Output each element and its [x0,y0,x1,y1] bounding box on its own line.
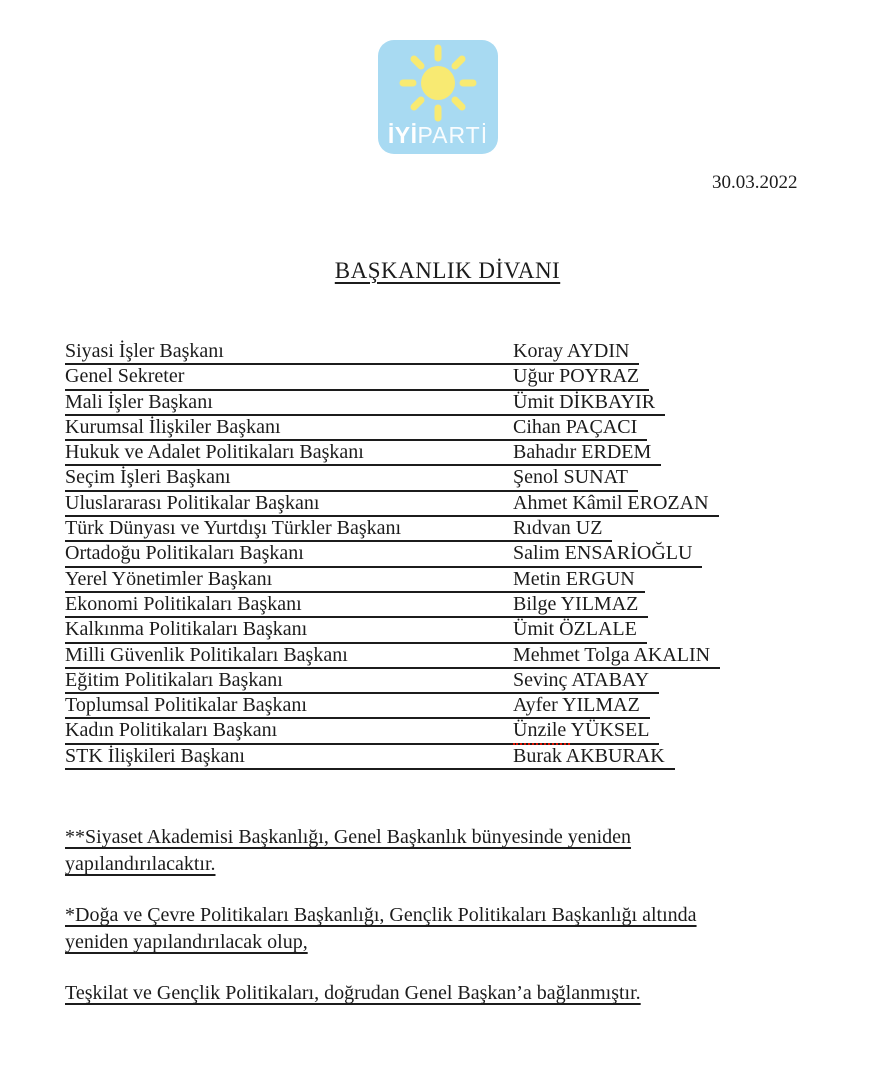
member-name: Rıdvan UZ [513,517,603,540]
member-name: Cihan PAÇACI [513,415,638,438]
position-title: Milli Güvenlik Politikaları Başkanı [65,643,348,666]
table-row [65,492,719,517]
position-title: STK İlişkileri Başkanı [65,744,245,767]
position-title: Mali İşler Başkanı [65,390,213,413]
member-name: Uğur POYRAZ [513,365,640,388]
footnote-line: **Siyaset Akademisi Başkanlığı, Genel Başkanlık bünyesinde yeniden [65,826,632,848]
table-row [65,719,659,744]
footnote-line: Teşkilat ve Gençlik Politikaları, doğrudan Genel Başkan’a bağlanmıştır. [65,982,641,1004]
member-name: Ünzile YÜKSEL [513,719,650,742]
position-title: Eğitim Politikaları Başkanı [65,668,283,691]
position-title: Uluslararası Politikalar Başkanı [65,491,320,514]
document-title: BAŞKANLIK DİVANI [334,258,561,283]
table-row [65,568,645,593]
footnote-teskilat-genclik [65,980,641,1007]
table-row [65,669,659,694]
member-name: Burak AKBURAK [513,744,665,767]
table-row [65,466,638,491]
table-row [65,365,649,390]
table-row [65,416,647,441]
position-title: Genel Sekreter [65,365,185,388]
position-title: Seçim İşleri Başkanı [65,466,231,489]
logo-text-iyi: İYİ [387,122,418,148]
member-name: Bilge YILMAZ [513,592,639,615]
logo-wordmark [378,124,498,147]
document-date: 30.03.2022 [712,172,798,193]
member-name: Bahadır ERDEM [513,441,652,464]
member-name: Metin ERGUN [513,567,635,590]
position-title: Yerel Yönetimler Başkanı [65,567,273,590]
table-row [65,694,650,719]
table-row [65,593,648,618]
member-name: Sevinç ATABAY [513,668,650,691]
table-row [65,391,665,416]
position-title: Siyasi İşler Başkanı [65,340,224,362]
member-name: Ümit ÖZLALE [513,618,637,641]
position-title: Toplumsal Politikalar Başkanı [65,694,307,717]
table-row [65,517,612,542]
footnote-line: yapılandırılacaktır. [65,853,216,875]
position-title: Hukuk ve Adalet Politikaları Başkanı [65,441,364,464]
footnote-line: *Doğa ve Çevre Politikaları Başkanlığı, Gençlik Politikaları Başkanlığı altında [65,904,697,926]
position-title: Kalkınma Politikaları Başkanı [65,618,308,641]
table-row [65,542,702,567]
logo-text-parti: PARTİ [417,122,489,148]
member-name: Ayfer YILMAZ [513,694,640,717]
member-name: Koray AYDIN [513,340,630,362]
footnote-doga-cevre [65,902,697,956]
position-title: Ortadoğu Politikaları Başkanı [65,542,304,565]
table-row [65,441,661,466]
footnote-siyaset-akademisi [65,824,631,878]
position-title: Ekonomi Politikaları Başkanı [65,592,302,615]
member-name: Şenol SUNAT [513,466,629,489]
member-name: Mehmet Tolga AKALIN [513,643,711,666]
member-name: Salim ENSARİOĞLU [513,542,693,565]
table-row [65,618,647,643]
footnote-line: yeniden yapılandırılacak olup, [65,931,308,953]
roster-table [65,340,720,770]
table-row [65,340,639,365]
position-title: Kurumsal İlişkiler Başkanı [65,415,281,438]
iyi-parti-logo [378,40,498,154]
member-name: Ahmet Kâmil EROZAN [513,491,709,514]
table-row [65,644,720,669]
position-title: Kadın Politikaları Başkanı [65,719,278,742]
position-title: Türk Dünyası ve Yurtdışı Türkler Başkanı [65,517,402,540]
member-name: Ümit DİKBAYIR [513,390,656,413]
sun-icon [398,43,478,123]
table-row [65,745,675,770]
